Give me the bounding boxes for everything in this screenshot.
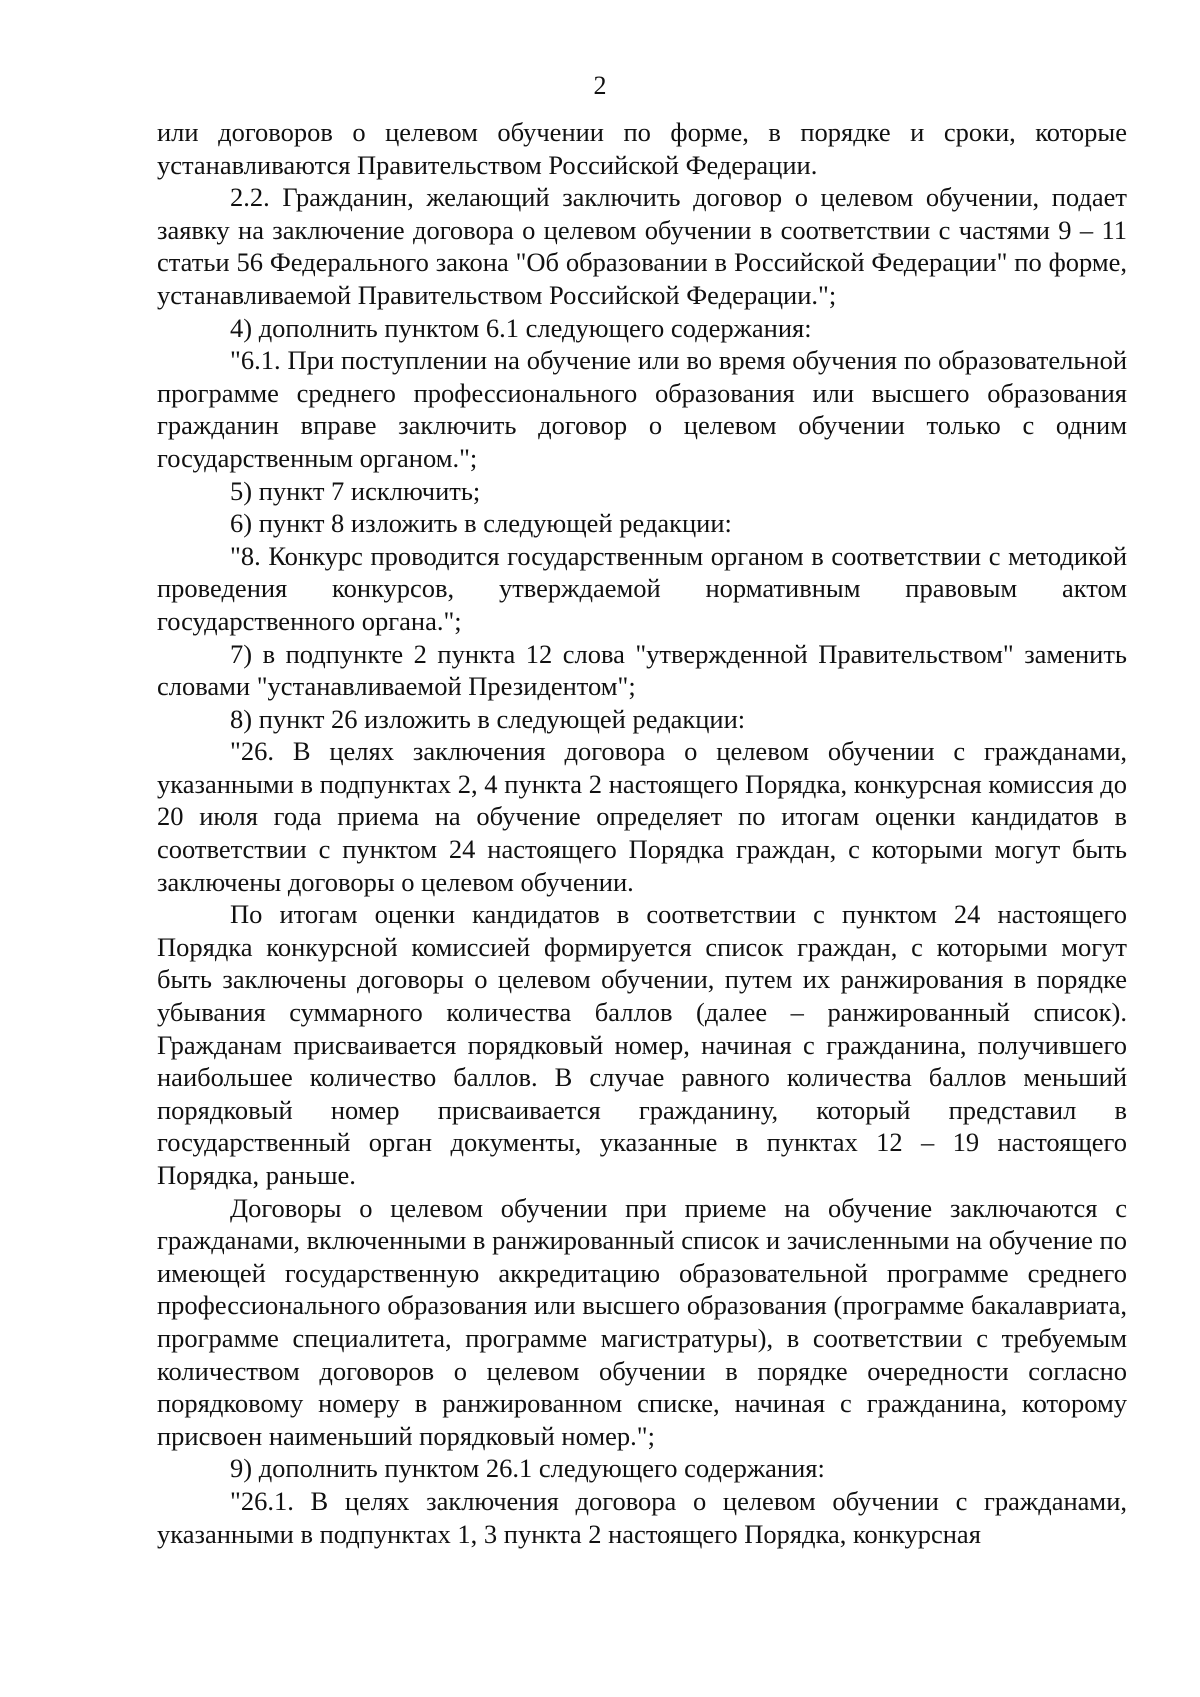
paragraph: или договоров о целевом обучении по форме, в порядке и сроки, которые устанавливаются Правительством Российской Федерации. (157, 117, 1127, 180)
paragraph: "26. В целях заключения договора о целевом обучении с гражданами, указанными в подпунктах 2, 4 пункта 2 настоящего Порядка, конкурсная комиссия до 20 июля года приема на обучение определяет по итогам оценки кандидатов в соответствии с пунктом 24 настоящего Порядка граждан, с которыми могут быть заключены договоры о целевом обучении. (157, 736, 1127, 897)
paragraph: "26.1. В целях заключения договора о целевом обучении с гражданами, указанными в подпунктах 1, 3 пункта 2 настоящего Порядка, конкурсная (157, 1485, 1127, 1549)
paragraph: 8) пункт 26 изложить в следующей редакции: (230, 703, 746, 734)
document-body (157, 116, 1127, 1550)
paragraph: Договоры о целевом обучении при приеме на обучение заключаются с гражданами, включенными в ранжированный список и зачисленными на обучение по имеющей государственную аккредитацию образовательной программе среднего профессионального образования или высшего образования (программе бакалавриата, программе специалитета, программе магистратуры), в соответствии с требуемым количеством договоров о целевом обучении в порядке очередности согласно порядковому номеру в ранжированном списке, начиная с гражданина, которому присвоен наименьший порядковый номер."; (157, 1192, 1127, 1451)
paragraph: 6) пункт 8 изложить в следующей редакции: (230, 508, 732, 539)
paragraph: 5) пункт 7 исключить; (230, 475, 481, 506)
paragraph: 7) в подпункте 2 пункта 12 слова "утвержденной Правительством" заменить словами "устанавливаемой Президентом"; (157, 638, 1127, 702)
paragraph: По итогам оценки кандидатов в соответствии с пунктом 24 настоящего Порядка конкурсной комиссией формируется список граждан, с которыми могут быть заключены договоры о целевом обучении, путем их ранжирования в порядке убывания суммарного количества баллов (далее – ранжированный список). Гражданам присваивается порядковый номер, начиная с гражданина, получившего наибольшее количество баллов. В случае равного количества баллов меньший порядковый номер присваивается гражданину, который представил в государственный орган документы, указанные в пунктах 12 – 19 настоящего Порядка, раньше. (157, 899, 1127, 1190)
paragraph: 2.2. Гражданин, желающий заключить договор о целевом обучении, подает заявку на заключение договора о целевом обучении в соответствии с частями 9 – 11 статьи 56 Федерального закона "Об образовании в Российской Федерации" по форме, устанавливаемой Правительством Российской Федерации."; (157, 182, 1127, 310)
paragraph: 4) дополнить пунктом 6.1 следующего содержания: (230, 312, 812, 343)
paragraph: "8. Конкурс проводится государственным органом в соответствии с методикой проведения конкурсов, утверждаемой нормативным правовым актом государственного органа."; (157, 540, 1127, 636)
paragraph: "6.1. При поступлении на обучение или во время обучения по образовательной программе среднего профессионального образования или высшего образования гражданин вправе заключить договор о целевом обучении только с одним государственным органом."; (157, 345, 1127, 473)
paragraph: 9) дополнить пунктом 26.1 следующего содержания: (230, 1453, 825, 1484)
page-number: 2 (593, 71, 607, 100)
